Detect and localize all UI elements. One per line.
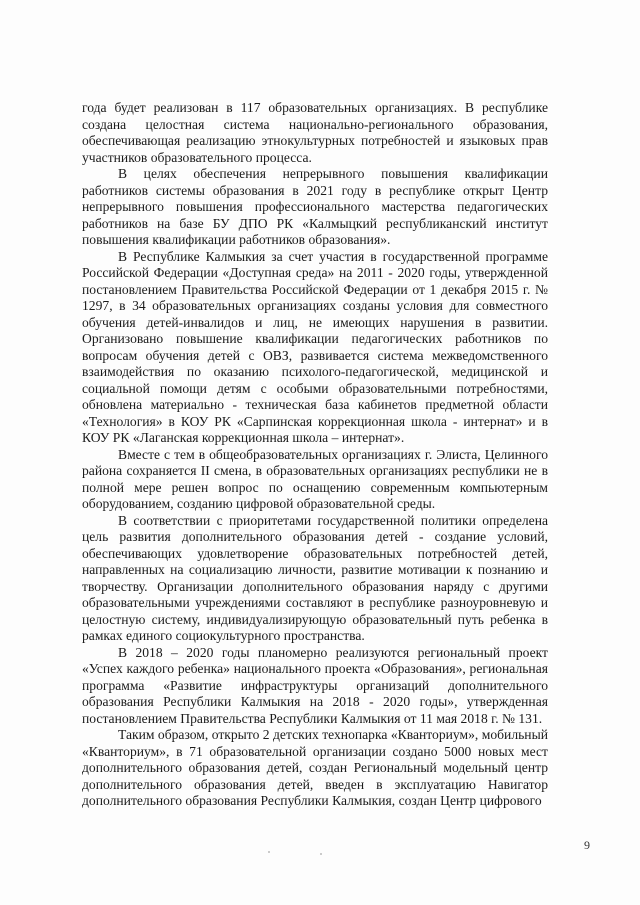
paragraph-additional-education: В соответствии с приоритетами государственной политики определена цель развития дополнительного образования детей - создание условий, обеспечивающих удовлетворение образовательных потребностей детей, направленных на социализацию личности, развитие мотивации к познанию и творчеству. Организации дополнительного образования наряду с другими образовательными учреждениями составляют в республике разноуровневую и целостную систему, индивидуализирующую образовательный путь ребенка в рамках единого социокультурного пространства.	[82, 512, 548, 643]
scan-speck	[320, 853, 322, 855]
scan-speck	[268, 851, 270, 853]
paragraph-qualification-center: В целях обеспечения непрерывного повышения квалификации работников системы образования в 2021 году в республике открыт Центр непрерывного повышения профессионального мастерства педагогических работников на базе БУ ДПО РК «Калмыцкий республиканский институт повышения квалификации работников образования».	[82, 166, 548, 247]
body-text	[82, 100, 548, 810]
paragraph-success-project: В 2018 – 2020 годы планомерно реализуются региональный проект «Успех каждого ребенка» национального проекта «Образования», региональная программа «Развитие инфраструктуры организаций дополнительного образования Республики Калмыкия на 2018 - 2020 годы», утвержденная постановлением Правительства Республики Калмыкия от 11 мая 2018 г. № 131.	[82, 644, 548, 726]
page-number: 9	[584, 838, 590, 852]
paragraph-accessible-environment: В Республике Калмыкия за счет участия в государственной программе Российской Федерации «Доступная среда» на 2011 - 2020 годы, утвержденной постановлением Правительства Российской Федерации от 1 декабря 2015 г. № 1297, в 34 образовательных организациях созданы условия для совместного обучения детей-инвалидов и лиц, не имеющих нарушения в развитии. Организовано повышение квалификации педагогических работников по вопросам обучения детей с ОВЗ, развивается система межведомственного взаимодействия по оказанию психолого-педагогической, медицинской и социальной помощи детям с особыми образовательными потребностями, обновлена материально - техническая база кабинетов предметной области «Технология» в КОУ РК «Сарпинская коррекционная школа - интернат» и в КОУ РК «Лаганская коррекционная школа – интернат».	[82, 248, 548, 445]
paragraph-kvantorium: Таким образом, открыто 2 детских технопарка «Кванториум», мобильный «Кванториум», в 71 образовательной организации создано 5000 новых мест дополнительного образования детей, создан Региональный модельный центр дополнительного образования детей, введен в эксплуатацию Навигатор дополнительного образования Республики Калмыкия, создан Центр цифрового	[82, 727, 548, 808]
paragraph-continuation: года будет реализован в 117 образовательных организациях. В республике создана целостная система национально-регионального образования, обеспечивающая реализацию этнокультурных потребностей и языковых прав участников образовательного процесса.	[82, 100, 548, 165]
paragraph-second-shift: Вместе с тем в общеобразовательных организациях г. Элиста, Целинного района сохраняется II смена, в образовательных организациях республики не в полной мере решен вопрос по оснащению современным компьютерным оборудованием, созданию цифровой образовательной среды.	[82, 446, 548, 511]
